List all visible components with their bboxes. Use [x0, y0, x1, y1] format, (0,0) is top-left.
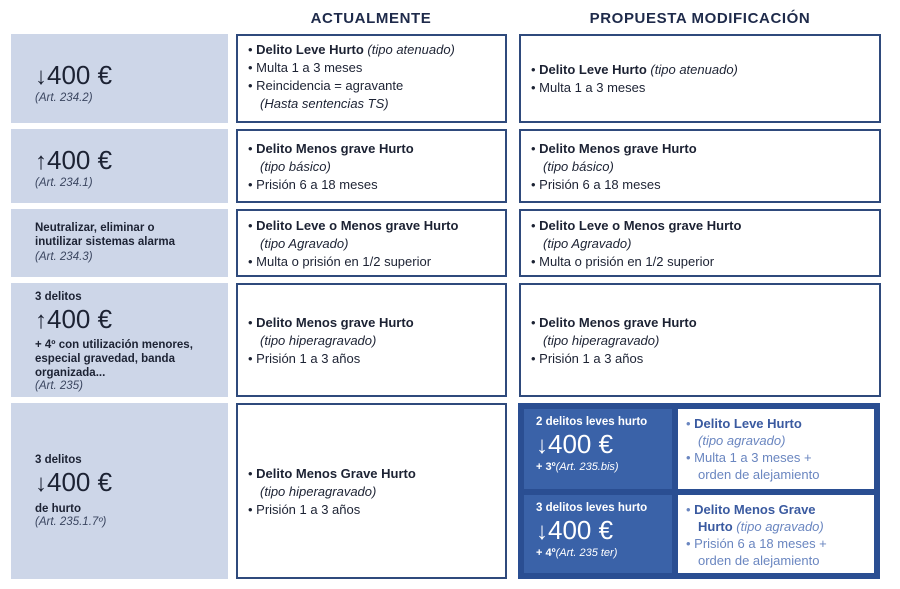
row4-amount: ↑400 € [35, 304, 113, 334]
row1-left-panel [11, 34, 228, 123]
row3-left-panel: Neutralizar, eliminar o inutilizar sistemas alarma (Art. 234.3) [11, 209, 228, 277]
arrow-down-icon: ↓ [35, 63, 47, 90]
arrow-down-icon: ↓ [536, 518, 548, 545]
row5-amount: ↓400 € [35, 467, 113, 497]
row2-proposal-box: • Delito Menos grave Hurto (tipo básico) • Prisión 6 a 18 meses [519, 129, 881, 203]
row1-amount: ↓400 € [35, 60, 113, 90]
row1-proposal-box: • Delito Leve Hurto (tipo atenuado) • Multa 1 a 3 meses [519, 34, 881, 123]
header-current: ACTUALMENTE [310, 10, 432, 27]
header-proposal: PROPUESTA MODIFICACIÓN [589, 10, 811, 27]
row5-proposal-block [518, 403, 880, 579]
row3-proposal-box: • Delito Leve o Menos grave Hurto (tipo Agravado) • Multa o prisión en 1/2 superior [519, 209, 881, 277]
row4-article: (Art. 235) [35, 380, 83, 392]
row3-article: (Art. 234.3) [35, 251, 93, 263]
row5a-summary-cell: 2 delitos leves hurto ↓400 € + 3º(Art. 235.bis) [524, 409, 672, 489]
row4-left-panel: 3 delitos ↑400 € + 4º con utilización menores, especial gravedad, banda organizada... (Art. 235) [11, 283, 228, 397]
row5-current-box: • Delito Menos Grave Hurto (tipo hiperagravado) • Prisión 1 a 3 años [236, 403, 507, 579]
row5-article: (Art. 235.1.7º) [35, 516, 107, 528]
row1-current-box: • Delito Leve Hurto (tipo atenuado) • Multa 1 a 3 meses • Reincidencia = agravante (Hasta sentencias TS) [236, 34, 507, 123]
row5-left-panel: 3 delitos ↓400 € de hurto (Art. 235.1.7º) [11, 403, 228, 579]
row1-article: (Art. 234.2) [35, 92, 93, 104]
row4-proposal-box: • Delito Menos grave Hurto (tipo hiperagravado) • Prisión 1 a 3 años [519, 283, 881, 397]
row5b-detail-cell: • Delito Menos Grave Hurto (tipo agravado) • Prisión 6 a 18 meses + orden de alejamiento [678, 495, 874, 573]
row5a-amount: ↓400 € [536, 429, 614, 459]
row5b-summary-cell: 3 delitos leves hurto ↓400 € + 4º(Art. 235 ter) [524, 495, 672, 573]
row4-current-box: • Delito Menos grave Hurto (tipo hiperagravado) • Prisión 1 a 3 años [236, 283, 507, 397]
arrow-up-icon: ↑ [35, 307, 47, 334]
row2-current-box: • Delito Menos grave Hurto (tipo básico) • Prisión 6 a 18 meses [236, 129, 507, 203]
row2-article: (Art. 234.1) [35, 177, 93, 189]
row3-current-box: • Delito Leve o Menos grave Hurto (tipo Agravado) • Multa o prisión en 1/2 superior [236, 209, 507, 277]
arrow-down-icon: ↓ [35, 470, 47, 497]
arrow-down-icon: ↓ [536, 432, 548, 459]
row5a-detail-cell: • Delito Leve Hurto (tipo agravado) • Multa 1 a 3 meses + orden de alejamiento [678, 409, 874, 489]
row2-left-panel [11, 129, 228, 203]
arrow-up-icon: ↑ [35, 148, 47, 175]
row2-amount: ↑400 € [35, 145, 113, 175]
row5b-amount: ↓400 € [536, 515, 614, 545]
